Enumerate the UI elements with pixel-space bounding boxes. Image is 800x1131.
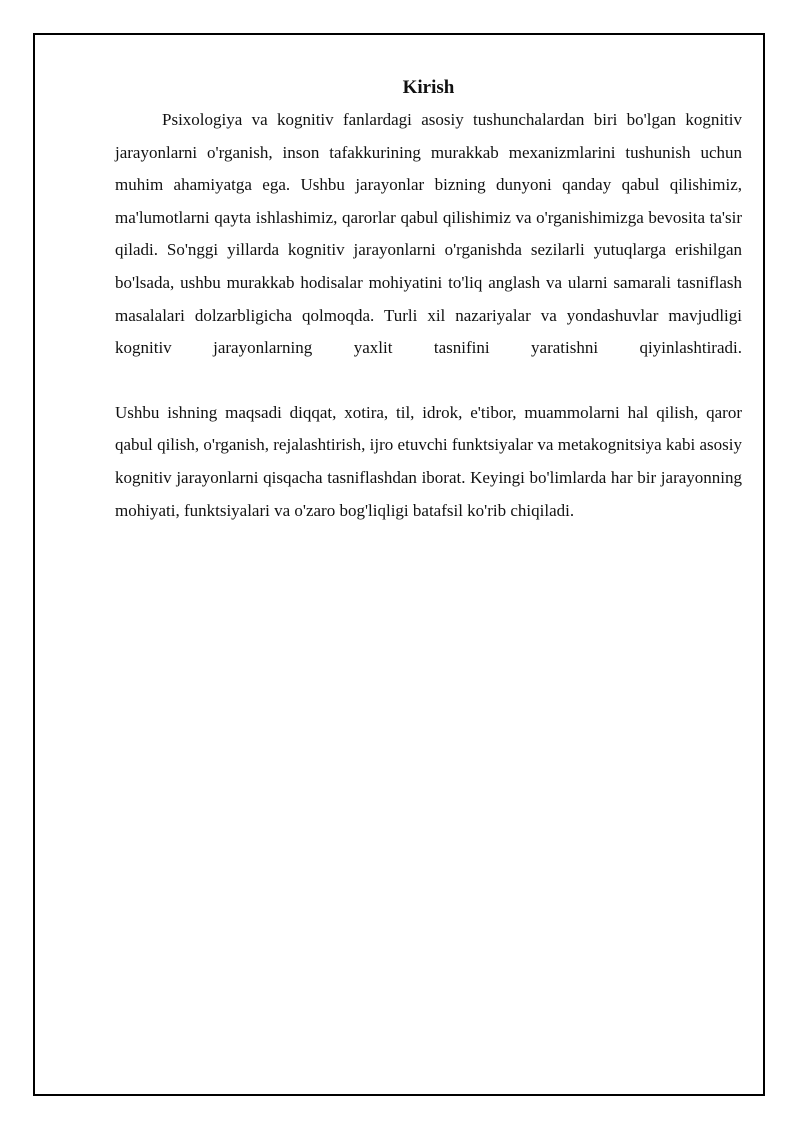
- document-body: [115, 76, 742, 527]
- document-title: Kirish: [402, 77, 455, 98]
- paragraph-goal: Ushbu ishning maqsadi diqqat, xotira, til, idrok, e'tibor, muammolarni hal qilish, qaror qabul qilish, o'rganish, rejalashtirish, ijro etuvchi funktsiyalar va metakognitsiya kabi asosiy kognitiv jarayonlarni qisqacha tasniflashdan iborat. Keyingi bo'limlarda har bir jarayonning mohiyati, funktsiyalari va o'zaro bog'liqligi batafsil ko'rib chiqiladi.: [115, 402, 742, 520]
- paragraph-intro: Psixologiya va kognitiv fanlardagi asosiy tushunchalardan biri bo'lgan kognitiv jarayonlarni o'rganish, inson tafakkurining murakkab mexanizmlarini tushunish uchun muhim ahamiyatga ega. Ushbu jarayonlar bizning dunyoni qanday qabul qilishimiz, ma'lumotlarni qayta ishlashimiz, qarorlar qabul qilishimiz va o'rganishimizga bevosita ta'sir qiladi. So'nggi yillarda kognitiv jarayonlarni o'rganishda sezilarli yutuqlarga erishilgan bo'lsada, ushbu murakkab hodisalar mohiyatini to'liq anglash va ularni samarali tasniflash masalalari dolzarbligicha qolmoqda. Turli xil nazariyalar va yondashuvlar mavjudligi kognitiv jarayonlarning yaxlit tasnifini yaratishni qiyinlashtiradi.: [115, 110, 742, 358]
